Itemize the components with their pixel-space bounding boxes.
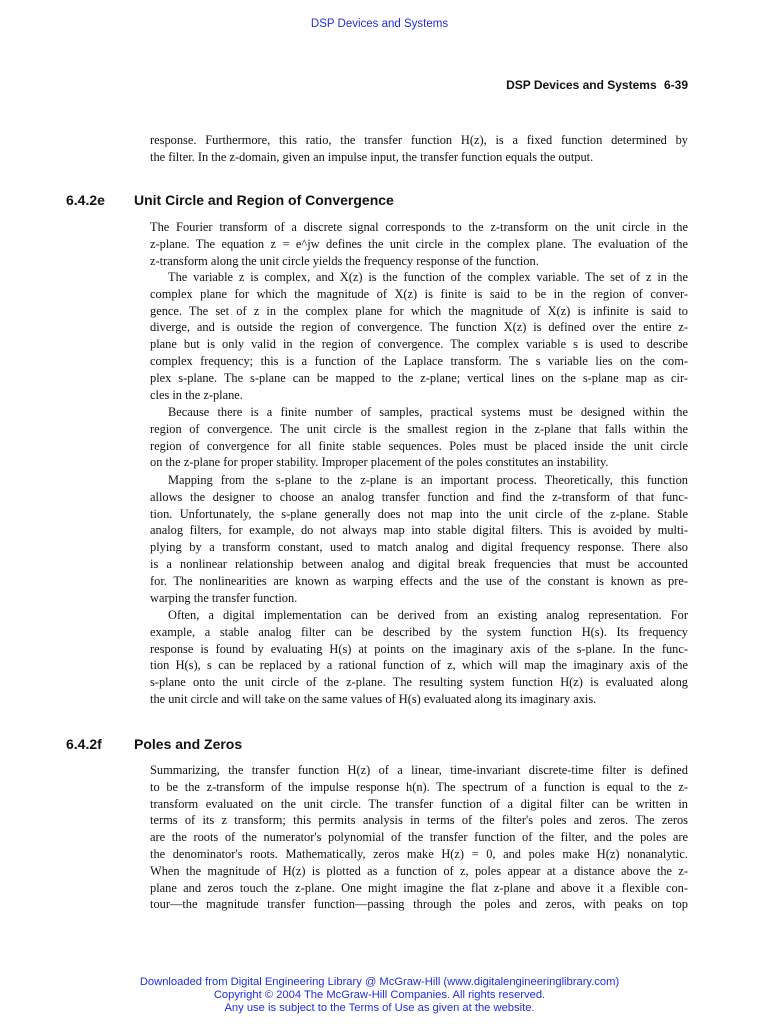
text-line: plex s-plane. The s-plane can be mapped to the z-plane; vertical lines on the s-plane map as cir-: [150, 370, 688, 385]
section-e-paragraph-3: [150, 404, 688, 471]
text-line: z-plane. The equation z = e^jw defines the unit circle in the complex plane. The evaluation of the: [150, 236, 688, 251]
text-line: for. The nonlinearities are known as warping effects and the use of the constant is known as pre-: [150, 573, 688, 588]
text-line: s-plane onto the unit circle of the z-plane. The resulting system function H(z) is evaluated along: [150, 675, 688, 690]
section-title: Poles and Zeros: [134, 736, 243, 752]
text-line: Mapping from the s-plane to the z-plane is an important process. Theoretically, this function: [168, 473, 688, 487]
text-line: response is found by evaluating H(s) at points on the imaginary axis of the s-plane. In the func-: [150, 641, 688, 656]
footer-source-link[interactable]: Downloaded from Digital Engineering Library @ McGraw-Hill (www.digitalengineeringlibrary.com): [139, 976, 620, 988]
section-number: 6.4.2f: [66, 736, 102, 752]
text-line: response. Furthermore, this ratio, the transfer function H(z), is a fixed function determined by: [150, 133, 688, 147]
running-head: [150, 78, 688, 92]
text-line: are the roots of the numerator's polynomial of the transfer function of the filter, and the poles are: [150, 830, 688, 845]
section-f-paragraph-1: [150, 762, 688, 913]
section-e-paragraph-1: [150, 219, 688, 269]
footer-terms-link[interactable]: Any use is subject to the Terms of Use as given at the website.: [224, 1002, 535, 1014]
text-line: gence. The set of z in the complex plane for which the magnitude of X(z) is infinite is said to: [150, 303, 688, 318]
section-e-paragraph-4: [150, 472, 688, 606]
text-line: to be the z-transform of the impulse response h(n). The spectrum of a function is equal to the z-: [150, 779, 688, 794]
footer-copyright: Copyright © 2004 The McGraw-Hill Companies. All rights reserved.: [213, 989, 546, 1001]
text-line: on the z-plane for proper stability. Improper placement of the poles constitutes an instability.: [150, 455, 609, 470]
text-line: The Fourier transform of a discrete signal corresponds to the z-transform on the unit circle in the: [150, 220, 688, 234]
text-line: example, a stable analog filter can be described by the system function H(s). Its frequency: [150, 624, 688, 639]
footer-notice: [0, 976, 759, 1015]
text-line: complex frequency; this is a function of the Laplace transform. The s variable lies on the com-: [150, 353, 688, 368]
text-line: tour—the magnitude transfer function—passing through the poles and zeros, with peaks on top: [150, 897, 688, 912]
text-line: plane and zeros touch the z-plane. One might imagine the flat z-plane and above it a flexible con-: [150, 880, 688, 895]
text-line: complex plane for which the magnitude of X(z) is finite is said to be in the region of conver-: [150, 286, 688, 301]
text-line: Summarizing, the transfer function H(z) of a linear, time-invariant discrete-time filter is defined: [150, 763, 688, 777]
text-line: z-transform along the unit circle yields the frequency response of the function.: [150, 253, 539, 268]
section-title: Unit Circle and Region of Convergence: [134, 192, 394, 208]
text-line: tion H(s), s can be replaced by a rational function of z, which will map the imaginary axis of the: [150, 658, 688, 673]
text-line: When the magnitude of H(z) is plotted as a function of z, poles appear at a distance above the z-: [150, 863, 688, 878]
page-number: 6-39: [663, 78, 688, 92]
text-line: Because there is a finite number of samples, practical systems must be designed within the: [168, 405, 688, 419]
text-line: terms of its z transform; this permits analysis in terms of the filter's poles and zeros. The zeros: [150, 813, 688, 828]
text-line: is a nonlinear relationship between analog and digital break frequencies that must be accounted: [150, 556, 688, 571]
text-line: warping the transfer function.: [150, 590, 298, 605]
top-source-link[interactable]: DSP Devices and Systems: [310, 18, 449, 30]
text-line: analog filters, for example, do not always map into stable digital filters. This is avoided by multi-: [150, 523, 688, 538]
text-line: region of convergence. The unit circle is the smallest region in the z-plane that falls within the: [150, 421, 688, 436]
text-line: tion. Unfortunately, the s-plane generally does not map into the unit circle of the z-plane. Stable: [150, 506, 688, 521]
section-e-paragraph-5: [150, 607, 688, 708]
text-line: the filter. In the z-domain, given an impulse input, the transfer function equals the output.: [150, 149, 594, 164]
text-line: cles in the z-plane.: [150, 387, 243, 402]
text-line: plane but is only valid in the region of convergence. The complex variable s is used to describe: [150, 337, 688, 352]
running-head-title: DSP Devices and Systems: [506, 78, 657, 92]
text-line: transform evaluated on the unit circle. The transfer function of a digital filter can be written in: [150, 796, 688, 811]
intro-paragraph: [150, 132, 688, 166]
text-line: The variable z is complex, and X(z) is the function of the complex variable. The set of z in the: [168, 270, 688, 284]
text-line: plying by a transform constant, used to match analog and digital frequency response. There also: [150, 540, 688, 555]
section-number: 6.4.2e: [66, 192, 105, 208]
text-line: the denominator's roots. Mathematically, zeros make H(z) = 0, and poles make H(z) nonanalytic.: [150, 846, 688, 861]
text-line: diverge, and is outside the region of convergence. The function X(z) is defined over the entire z-: [150, 320, 688, 335]
section-e-paragraph-2: [150, 269, 688, 403]
text-line: the unit circle and will take on the same values of H(s) evaluated along its imaginary axis.: [150, 691, 597, 706]
text-line: region of convergence for all finite stable sequences. Poles must be placed inside the unit circle: [150, 438, 688, 453]
text-line: Often, a digital implementation can be derived from an existing analog representation. For: [168, 608, 688, 622]
text-line: allows the designer to choose an analog transfer function and find the z-transform of that func-: [150, 489, 688, 504]
